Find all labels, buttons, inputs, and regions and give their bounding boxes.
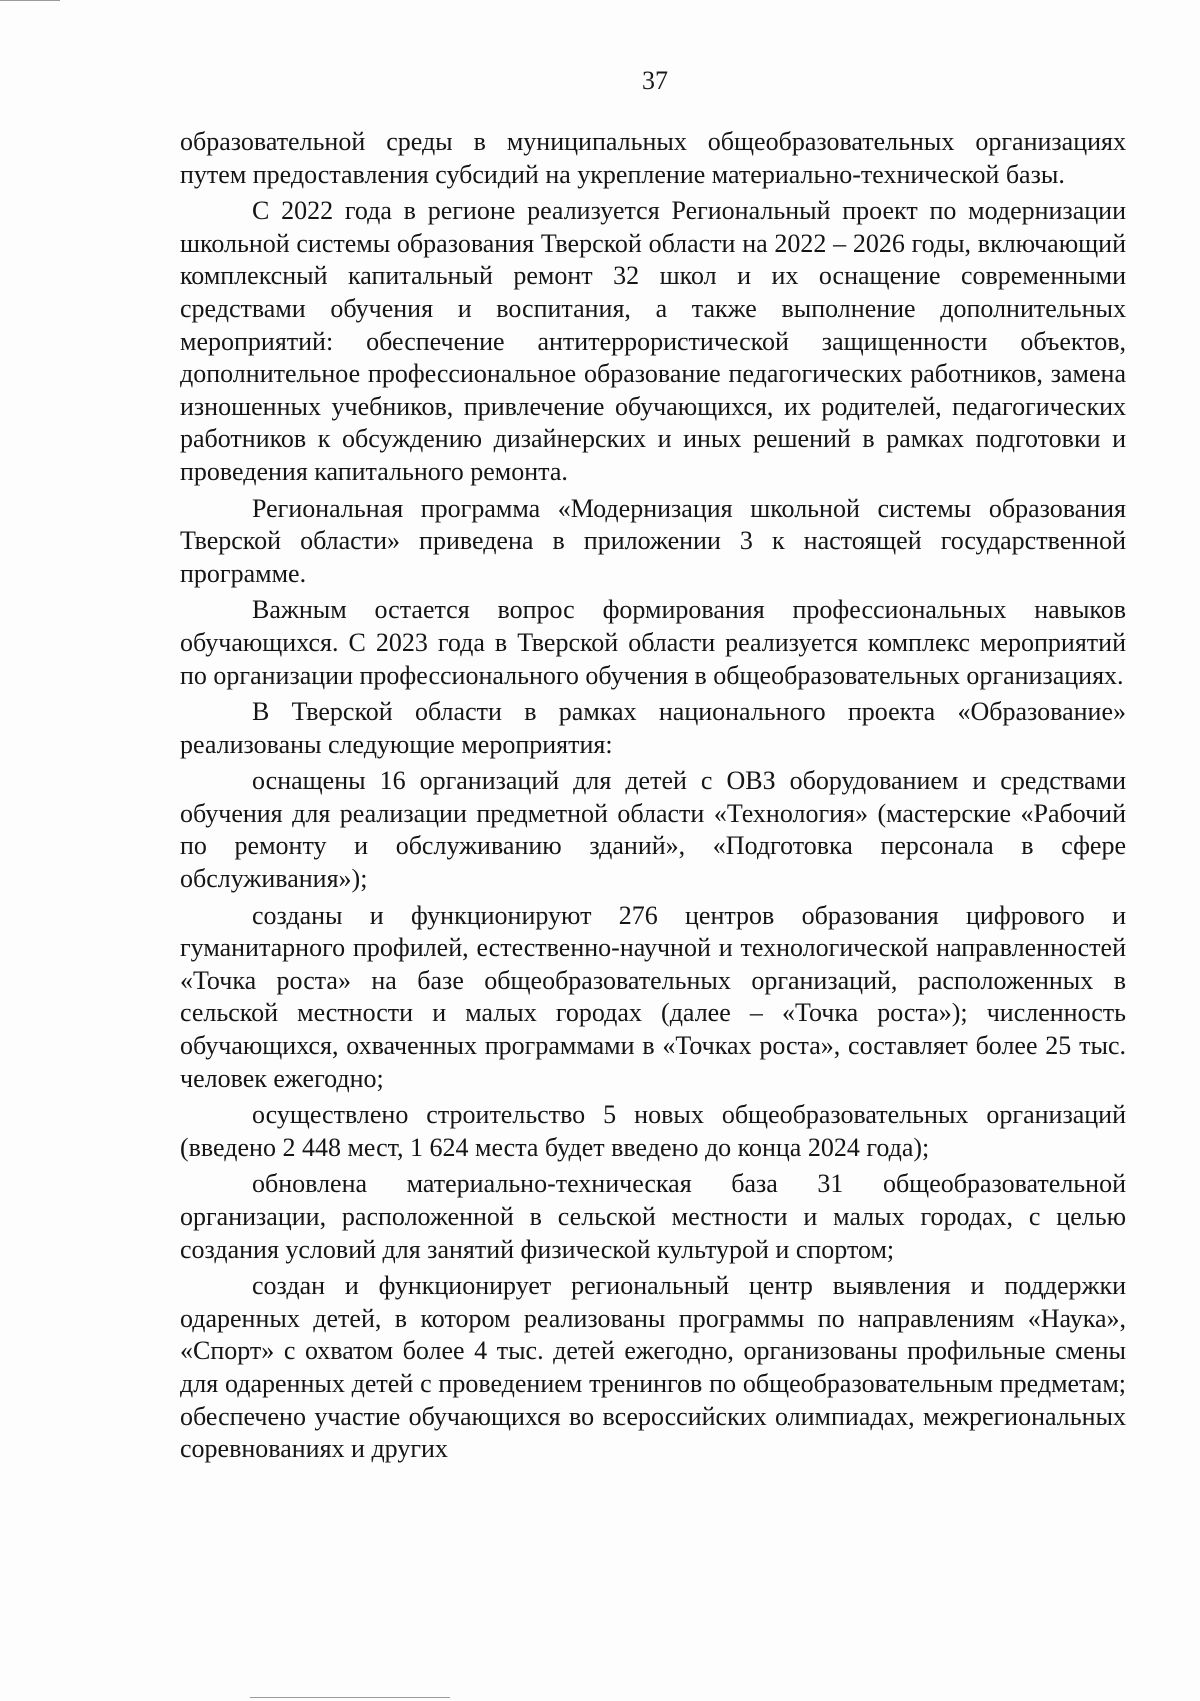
page-number: 37 <box>642 66 668 95</box>
list-item: созданы и функционируют 276 центров образования цифрового и гуманитарного профилей, естественно-научной и технологической направленностей «Точка роста» на базе общеобразовательных организаций, расположенных в сельской местности и малых городах (далее – «Точка роста»); численность обучающихся, охваченных программами в «Точках роста», составляет более 25 тыс. человек ежегодно; <box>180 900 1126 1093</box>
paragraph: С 2022 года в регионе реализуется Региональный проект по модернизации школьной системы образования Тверской области на 2022 – 2026 годы, включающий комплексный капитальный ремонт 32 школ и их оснащение современными средствами обучения и воспитания, а также выполнение дополнительных мероприятий: обеспечение антитеррористической защищенности объектов, дополнительное профессиональное образование педагогических работников, замена изношенных учебников, привлечение обучающихся, их родителей, педагогических работников к обсуждению дизайнерских и иных решений в рамках подготовки и проведения капитального ремонта. <box>180 196 1126 486</box>
paragraph: Важным остается вопрос формирования профессиональных навыков обучающихся. С 2023 года в Тверской области реализуется комплекс мероприятий по организации профессионального обучения в общеобразовательных организациях. <box>180 595 1126 690</box>
paragraph: образовательной среды в муниципальных общеобразовательных организациях путем предоставления субсидий на укрепление материально-технической базы. <box>180 127 1126 189</box>
list-item: создан и функционирует региональный центр выявления и поддержки одаренных детей, в котором реализованы программы по направлениям «Наука», «Спорт» с охватом более 4 тыс. детей ежегодно, организованы профильные смены для одаренных детей с проведением тренингов по общеобразовательным предметам; обеспечено участие обучающихся во всероссийских олимпиадах, межрегиональных соревнованиях и других <box>180 1271 1126 1464</box>
scan-edge-mark <box>0 0 60 1</box>
scan-edge-mark <box>250 1697 450 1698</box>
list-item: оснащены 16 организаций для детей с ОВЗ оборудованием и средствами обучения для реализации предметной области «Технология» (мастерские «Рабочий по ремонту и обслуживанию зданий», «Подготовка персонала в сфере обслуживания»); <box>180 766 1126 894</box>
document-body <box>180 126 1126 1470</box>
paragraph: В Тверской области в рамках национального проекта «Образование» реализованы следующие мероприятия: <box>180 697 1126 759</box>
paragraph: Региональная программа «Модернизация школьной системы образования Тверской области» приведена в приложении 3 к настоящей государственной программе. <box>180 493 1126 588</box>
list-item: обновлена материально-техническая база 31 общеобразовательной организации, расположенной в сельской местности и малых городах, с целью создания условий для занятий физической культурой и спортом; <box>180 1169 1126 1264</box>
list-item: осуществлено строительство 5 новых общеобразовательных организаций (введено 2 448 мест, 1 624 места будет введено до конца 2024 года); <box>180 1100 1126 1162</box>
